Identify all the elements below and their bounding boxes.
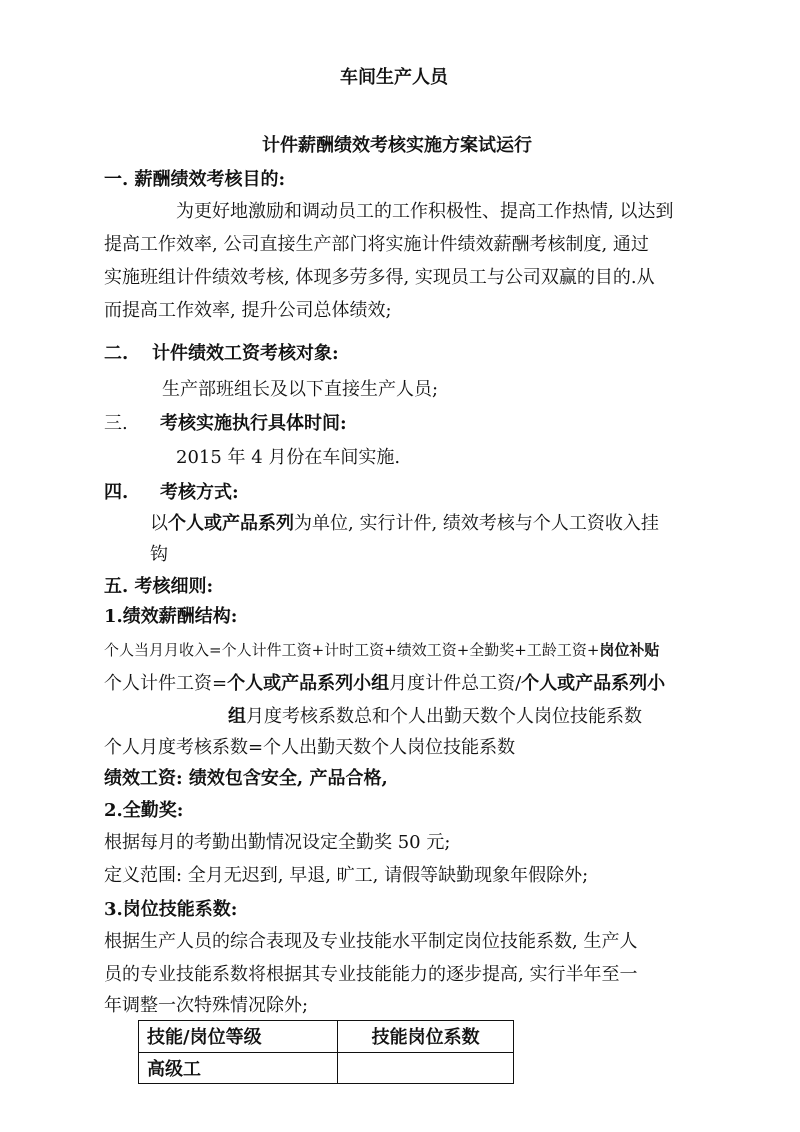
skill-line: 根据生产人员的综合表现及专业技能水平制定岗位技能系数, 生产人 bbox=[104, 931, 638, 952]
attendance-line: 定义范围: 全月无迟到, 早退, 旷工, 请假等缺勤现象年假除外; bbox=[104, 865, 589, 886]
formula-text: 个人当月月收入=个人计件工资+计时工资+绩效工资+全勤奖+工龄工资+ bbox=[104, 641, 600, 659]
table-cell bbox=[338, 1052, 514, 1084]
attendance-line: 根据每月的考勤出勤情况设定全勤奖 50 元; bbox=[104, 832, 451, 853]
subsection-3-heading: 3.岗位技能系数: bbox=[104, 899, 238, 920]
table-cell: 高级工 bbox=[139, 1052, 338, 1084]
section-4-text: 为单位, 实行计件, 绩效考核与个人工资收入挂 bbox=[294, 513, 659, 534]
formula-monthly-coefficient: 个人月度考核系数=个人出勤天数个人岗位技能系数 bbox=[104, 737, 516, 758]
formula-emphasis: 个人或产品系列小 bbox=[521, 673, 666, 694]
section-1-line: 提高工作效率, 公司直接生产部门将实施计件绩效薪酬考核制度, 通过 bbox=[104, 234, 649, 255]
skill-line: 员的专业技能系数将根据其专业技能能力的逐步提高, 实行半年至一 bbox=[104, 964, 638, 985]
section-3-number: 三. bbox=[104, 413, 128, 434]
formula-piece-wage bbox=[104, 672, 665, 696]
formula-text: 月度计件总工资/ bbox=[389, 673, 522, 694]
document-subtitle: 计件薪酬绩效考核实施方案试运行 bbox=[262, 135, 532, 156]
section-1-line: 实施班组计件绩效考核, 体现多劳多得, 实现员工与公司双赢的目的.从 bbox=[104, 267, 655, 288]
document-title: 车间生产人员 bbox=[340, 67, 448, 88]
section-4-number: 四. bbox=[104, 482, 129, 503]
table-header-cell: 技能岗位系数 bbox=[338, 1021, 514, 1053]
formula-monthly-income bbox=[104, 638, 659, 662]
table-header-row bbox=[139, 1021, 514, 1053]
formula-piece-wage-cont bbox=[228, 705, 642, 729]
table-header-cell: 技能/岗位等级 bbox=[139, 1021, 338, 1053]
formula-emphasis: 组 bbox=[228, 706, 246, 727]
formula-text: 月度考核系数总和个人出勤天数个人岗位技能系数 bbox=[246, 706, 642, 727]
formula-emphasis: 个人或产品系列小组 bbox=[227, 673, 390, 694]
skill-coefficient-table bbox=[138, 1020, 514, 1084]
section-4-text: 以 bbox=[150, 513, 168, 534]
section-2-heading: 计件绩效工资考核对象: bbox=[152, 343, 339, 364]
section-1-line: 而提高工作效率, 提升公司总体绩效; bbox=[104, 300, 392, 321]
section-4-line bbox=[150, 512, 659, 536]
section-4-heading: 考核方式: bbox=[160, 482, 239, 503]
section-5-heading: 五. 考核细则: bbox=[104, 576, 214, 597]
skill-line: 年调整一次特殊情况除外; bbox=[104, 995, 309, 1016]
section-3-text: 2015 年 4 月份在车间实施. bbox=[176, 447, 401, 468]
section-3-heading: 考核实施执行具体时间: bbox=[160, 413, 347, 434]
section-2-text: 生产部班组长及以下直接生产人员; bbox=[162, 379, 439, 400]
performance-wage-note: 绩效工资: 绩效包含安全, 产品合格, bbox=[104, 768, 388, 789]
section-4-line: 钩 bbox=[150, 544, 168, 565]
section-2-number: 二. bbox=[104, 343, 129, 364]
formula-emphasis: 岗位补贴 bbox=[599, 641, 660, 659]
formula-text: 个人计件工资= bbox=[104, 673, 228, 694]
section-4-emphasis: 个人或产品系列 bbox=[168, 513, 294, 534]
subsection-2-heading: 2.全勤奖: bbox=[104, 800, 184, 821]
section-1-line: 为更好地激励和调动员工的工作积极性、提高工作热情, 以达到 bbox=[176, 201, 674, 222]
table-row bbox=[139, 1052, 514, 1084]
section-1-heading: 一. 薪酬绩效考核目的: bbox=[104, 169, 286, 190]
subsection-1-heading: 1.绩效薪酬结构: bbox=[104, 606, 238, 627]
